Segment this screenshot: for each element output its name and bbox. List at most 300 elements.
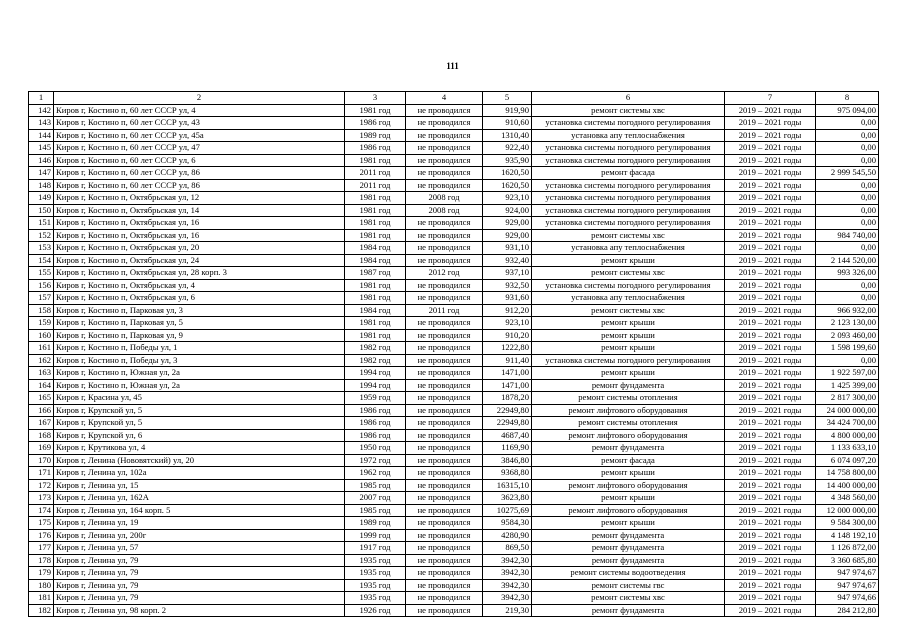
table-row bbox=[29, 217, 879, 230]
commissioning-year-cell: 1981 год bbox=[345, 292, 406, 305]
cost-cell: 1 126 872,00 bbox=[816, 542, 879, 555]
commissioning-year-cell: 1985 год bbox=[345, 479, 406, 492]
period-cell: 2019 – 2021 годы bbox=[725, 354, 816, 367]
cost-cell: 12 000 000,00 bbox=[816, 504, 879, 517]
column-header: 6 bbox=[532, 92, 725, 105]
address-cell: Киров г, Костино п, 60 лет СССР ул, 47 bbox=[54, 142, 345, 155]
row-number-cell: 167 bbox=[29, 417, 54, 430]
last-repair-cell: не проводился bbox=[406, 454, 483, 467]
table-row bbox=[29, 592, 879, 605]
commissioning-year-cell: 2011 год bbox=[345, 179, 406, 192]
table-row bbox=[29, 342, 879, 355]
table-row bbox=[29, 317, 879, 330]
last-repair-cell: не проводился bbox=[406, 467, 483, 480]
area-cell: 22949,80 bbox=[483, 404, 532, 417]
address-cell: Киров г, Ленина ул, 57 bbox=[54, 542, 345, 555]
last-repair-cell: не проводился bbox=[406, 292, 483, 305]
table-row bbox=[29, 517, 879, 530]
cost-cell: 2 999 545,50 bbox=[816, 167, 879, 180]
last-repair-cell: не проводился bbox=[406, 392, 483, 405]
address-cell: Киров г, Ленина ул, 79 bbox=[54, 567, 345, 580]
area-cell: 1310,40 bbox=[483, 129, 532, 142]
period-cell: 2019 – 2021 годы bbox=[725, 267, 816, 280]
work-type-cell: ремонт лифтового оборудования bbox=[532, 404, 725, 417]
period-cell: 2019 – 2021 годы bbox=[725, 579, 816, 592]
last-repair-cell: не проводился bbox=[406, 442, 483, 455]
work-type-cell: ремонт системы хвс bbox=[532, 304, 725, 317]
period-cell: 2019 – 2021 годы bbox=[725, 454, 816, 467]
row-number-cell: 182 bbox=[29, 604, 54, 617]
commissioning-year-cell: 1935 год bbox=[345, 554, 406, 567]
row-number-cell: 151 bbox=[29, 217, 54, 230]
address-cell: Киров г, Костино п, Октябрьская ул, 24 bbox=[54, 254, 345, 267]
period-cell: 2019 – 2021 годы bbox=[725, 167, 816, 180]
commissioning-year-cell: 1981 год bbox=[345, 229, 406, 242]
last-repair-cell: не проводился bbox=[406, 592, 483, 605]
work-type-cell: ремонт крыши bbox=[532, 517, 725, 530]
area-cell: 219,30 bbox=[483, 604, 532, 617]
cost-cell: 2 144 520,00 bbox=[816, 254, 879, 267]
area-cell: 932,50 bbox=[483, 279, 532, 292]
period-cell: 2019 – 2021 годы bbox=[725, 254, 816, 267]
period-cell: 2019 – 2021 годы bbox=[725, 429, 816, 442]
row-number-cell: 181 bbox=[29, 592, 54, 605]
area-cell: 3942,30 bbox=[483, 554, 532, 567]
cost-cell: 14 400 000,00 bbox=[816, 479, 879, 492]
work-type-cell: ремонт фундамента bbox=[532, 604, 725, 617]
work-type-cell: установка системы погодного регулирования bbox=[532, 117, 725, 130]
area-cell: 1620,50 bbox=[483, 179, 532, 192]
work-type-cell: ремонт крыши bbox=[532, 317, 725, 330]
area-cell: 3942,30 bbox=[483, 567, 532, 580]
work-type-cell: установка системы погодного регулирования bbox=[532, 204, 725, 217]
table-row bbox=[29, 154, 879, 167]
cost-cell: 9 584 300,00 bbox=[816, 517, 879, 530]
row-number-cell: 171 bbox=[29, 467, 54, 480]
row-number-cell: 168 bbox=[29, 429, 54, 442]
row-number-cell: 179 bbox=[29, 567, 54, 580]
table-row bbox=[29, 492, 879, 505]
table-row bbox=[29, 379, 879, 392]
cost-cell: 947 974,67 bbox=[816, 567, 879, 580]
page-number: 111 bbox=[446, 61, 459, 71]
address-cell: Киров г, Костино п, 60 лет СССР ул, 4 bbox=[54, 104, 345, 117]
period-cell: 2019 – 2021 годы bbox=[725, 479, 816, 492]
work-type-cell: ремонт крыши bbox=[532, 467, 725, 480]
last-repair-cell: не проводился bbox=[406, 329, 483, 342]
address-cell: Киров г, Костино п, Победы ул, 3 bbox=[54, 354, 345, 367]
last-repair-cell: 2011 год bbox=[406, 304, 483, 317]
last-repair-cell: не проводился bbox=[406, 492, 483, 505]
area-cell: 931,10 bbox=[483, 242, 532, 255]
area-cell: 3942,30 bbox=[483, 579, 532, 592]
table-row bbox=[29, 104, 879, 117]
address-cell: Киров г, Ленина ул, 98 корп. 2 bbox=[54, 604, 345, 617]
cost-cell: 1 598 199,60 bbox=[816, 342, 879, 355]
last-repair-cell: не проводился bbox=[406, 379, 483, 392]
address-cell: Киров г, Костино п, Победы ул, 1 bbox=[54, 342, 345, 355]
table-row bbox=[29, 354, 879, 367]
commissioning-year-cell: 1981 год bbox=[345, 204, 406, 217]
last-repair-cell: не проводился bbox=[406, 517, 483, 530]
work-type-cell: ремонт крыши bbox=[532, 329, 725, 342]
last-repair-cell: не проводился bbox=[406, 504, 483, 517]
cost-cell: 284 212,80 bbox=[816, 604, 879, 617]
period-cell: 2019 – 2021 годы bbox=[725, 554, 816, 567]
column-header: 3 bbox=[345, 92, 406, 105]
work-type-cell: ремонт фасада bbox=[532, 167, 725, 180]
address-cell: Киров г, Костино п, 60 лет СССР ул, 45а bbox=[54, 129, 345, 142]
cost-cell: 0,00 bbox=[816, 354, 879, 367]
period-cell: 2019 – 2021 годы bbox=[725, 242, 816, 255]
last-repair-cell: не проводился bbox=[406, 417, 483, 430]
work-type-cell: установка системы погодного регулирования bbox=[532, 192, 725, 205]
table-row bbox=[29, 367, 879, 380]
row-number-cell: 144 bbox=[29, 129, 54, 142]
address-cell: Киров г, Костино п, Парковая ул, 3 bbox=[54, 304, 345, 317]
table-row bbox=[29, 117, 879, 130]
cost-cell: 34 424 700,00 bbox=[816, 417, 879, 430]
table-row bbox=[29, 554, 879, 567]
period-cell: 2019 – 2021 годы bbox=[725, 329, 816, 342]
table-row bbox=[29, 604, 879, 617]
last-repair-cell: не проводился bbox=[406, 279, 483, 292]
work-type-cell: ремонт фундамента bbox=[532, 554, 725, 567]
address-cell: Киров г, Костино п, 60 лет СССР ул, 43 bbox=[54, 117, 345, 130]
period-cell: 2019 – 2021 годы bbox=[725, 542, 816, 555]
area-cell: 869,50 bbox=[483, 542, 532, 555]
address-cell: Киров г, Крупской ул, 5 bbox=[54, 404, 345, 417]
column-number-row bbox=[29, 92, 879, 105]
work-type-cell: ремонт фундамента bbox=[532, 442, 725, 455]
last-repair-cell: не проводился bbox=[406, 604, 483, 617]
area-cell: 1169,90 bbox=[483, 442, 532, 455]
address-cell: Киров г, Крупской ул, 5 bbox=[54, 417, 345, 430]
column-header: 7 bbox=[725, 92, 816, 105]
last-repair-cell: не проводился bbox=[406, 542, 483, 555]
commissioning-year-cell: 1935 год bbox=[345, 579, 406, 592]
row-number-cell: 157 bbox=[29, 292, 54, 305]
address-cell: Киров г, Костино п, Южная ул, 2а bbox=[54, 379, 345, 392]
area-cell: 3623,80 bbox=[483, 492, 532, 505]
work-type-cell: установка системы погодного регулирования bbox=[532, 179, 725, 192]
address-cell: Киров г, Костино п, Южная ул, 2а bbox=[54, 367, 345, 380]
work-type-cell: установка системы погодного регулирования bbox=[532, 142, 725, 155]
area-cell: 919,90 bbox=[483, 104, 532, 117]
last-repair-cell: не проводился bbox=[406, 354, 483, 367]
row-number-cell: 178 bbox=[29, 554, 54, 567]
last-repair-cell: не проводился bbox=[406, 479, 483, 492]
area-cell: 937,10 bbox=[483, 267, 532, 280]
row-number-cell: 162 bbox=[29, 354, 54, 367]
area-cell: 929,00 bbox=[483, 229, 532, 242]
cost-cell: 4 800 000,00 bbox=[816, 429, 879, 442]
cost-cell: 993 326,00 bbox=[816, 267, 879, 280]
commissioning-year-cell: 1981 год bbox=[345, 104, 406, 117]
cost-cell: 2 123 130,00 bbox=[816, 317, 879, 330]
row-number-cell: 145 bbox=[29, 142, 54, 155]
row-number-cell: 180 bbox=[29, 579, 54, 592]
commissioning-year-cell: 1981 год bbox=[345, 154, 406, 167]
table-row bbox=[29, 192, 879, 205]
cost-cell: 1 133 633,10 bbox=[816, 442, 879, 455]
area-cell: 912,20 bbox=[483, 304, 532, 317]
cost-cell: 0,00 bbox=[816, 179, 879, 192]
commissioning-year-cell: 1984 год bbox=[345, 304, 406, 317]
cost-cell: 975 094,00 bbox=[816, 104, 879, 117]
work-type-cell: ремонт системы гвс bbox=[532, 579, 725, 592]
work-type-cell: установка системы погодного регулирования bbox=[532, 154, 725, 167]
address-cell: Киров г, Ленина ул, 19 bbox=[54, 517, 345, 530]
last-repair-cell: не проводился bbox=[406, 104, 483, 117]
work-type-cell: ремонт лифтового оборудования bbox=[532, 504, 725, 517]
commissioning-year-cell: 1981 год bbox=[345, 192, 406, 205]
last-repair-cell: не проводился bbox=[406, 567, 483, 580]
last-repair-cell: не проводился bbox=[406, 167, 483, 180]
commissioning-year-cell: 1981 год bbox=[345, 217, 406, 230]
address-cell: Киров г, Костино п, Парковая ул, 5 bbox=[54, 317, 345, 330]
commissioning-year-cell: 1981 год bbox=[345, 279, 406, 292]
column-header: 1 bbox=[29, 92, 54, 105]
period-cell: 2019 – 2021 годы bbox=[725, 204, 816, 217]
last-repair-cell: не проводился bbox=[406, 254, 483, 267]
commissioning-year-cell: 1986 год bbox=[345, 142, 406, 155]
work-type-cell: ремонт фасада bbox=[532, 454, 725, 467]
table-row bbox=[29, 392, 879, 405]
work-type-cell: установка системы погодного регулирования bbox=[532, 217, 725, 230]
period-cell: 2019 – 2021 годы bbox=[725, 179, 816, 192]
commissioning-year-cell: 1984 год bbox=[345, 242, 406, 255]
address-cell: Киров г, Ленина ул, 200г bbox=[54, 529, 345, 542]
address-cell: Киров г, Ленина ул, 79 bbox=[54, 579, 345, 592]
period-cell: 2019 – 2021 годы bbox=[725, 117, 816, 130]
area-cell: 3942,30 bbox=[483, 592, 532, 605]
work-type-cell: ремонт крыши bbox=[532, 254, 725, 267]
cost-cell: 0,00 bbox=[816, 129, 879, 142]
period-cell: 2019 – 2021 годы bbox=[725, 367, 816, 380]
table-row bbox=[29, 542, 879, 555]
commissioning-year-cell: 1982 год bbox=[345, 354, 406, 367]
row-number-cell: 159 bbox=[29, 317, 54, 330]
period-cell: 2019 – 2021 годы bbox=[725, 142, 816, 155]
cost-cell: 1 425 399,00 bbox=[816, 379, 879, 392]
work-type-cell: ремонт крыши bbox=[532, 342, 725, 355]
commissioning-year-cell: 1984 год bbox=[345, 254, 406, 267]
row-number-cell: 173 bbox=[29, 492, 54, 505]
table-row bbox=[29, 454, 879, 467]
period-cell: 2019 – 2021 годы bbox=[725, 492, 816, 505]
work-type-cell: ремонт системы хвс bbox=[532, 592, 725, 605]
table-row bbox=[29, 479, 879, 492]
row-number-cell: 153 bbox=[29, 242, 54, 255]
area-cell: 22949,80 bbox=[483, 417, 532, 430]
commissioning-year-cell: 1986 год bbox=[345, 429, 406, 442]
last-repair-cell: не проводился bbox=[406, 142, 483, 155]
cost-cell: 984 740,00 bbox=[816, 229, 879, 242]
area-cell: 910,60 bbox=[483, 117, 532, 130]
cost-cell: 4 348 560,00 bbox=[816, 492, 879, 505]
last-repair-cell: не проводился bbox=[406, 429, 483, 442]
period-cell: 2019 – 2021 годы bbox=[725, 567, 816, 580]
row-number-cell: 149 bbox=[29, 192, 54, 205]
commissioning-year-cell: 1987 год bbox=[345, 267, 406, 280]
row-number-cell: 142 bbox=[29, 104, 54, 117]
table-row bbox=[29, 167, 879, 180]
work-type-cell: ремонт фундамента bbox=[532, 379, 725, 392]
period-cell: 2019 – 2021 годы bbox=[725, 342, 816, 355]
last-repair-cell: не проводился bbox=[406, 117, 483, 130]
table-row bbox=[29, 504, 879, 517]
work-type-cell: установка апу теплоснабжения bbox=[532, 242, 725, 255]
cost-cell: 0,00 bbox=[816, 204, 879, 217]
area-cell: 1222,80 bbox=[483, 342, 532, 355]
row-number-cell: 166 bbox=[29, 404, 54, 417]
table-row bbox=[29, 179, 879, 192]
work-type-cell: установка апу теплоснабжения bbox=[532, 292, 725, 305]
address-cell: Киров г, Костино п, Октябрьская ул, 4 bbox=[54, 279, 345, 292]
row-number-cell: 143 bbox=[29, 117, 54, 130]
cost-cell: 1 922 597,00 bbox=[816, 367, 879, 380]
table-row bbox=[29, 304, 879, 317]
period-cell: 2019 – 2021 годы bbox=[725, 304, 816, 317]
area-cell: 929,00 bbox=[483, 217, 532, 230]
period-cell: 2019 – 2021 годы bbox=[725, 154, 816, 167]
work-type-cell: установка системы погодного регулирования bbox=[532, 279, 725, 292]
table-row bbox=[29, 404, 879, 417]
cost-cell: 14 758 800,00 bbox=[816, 467, 879, 480]
period-cell: 2019 – 2021 годы bbox=[725, 504, 816, 517]
table-row bbox=[29, 292, 879, 305]
period-cell: 2019 – 2021 годы bbox=[725, 467, 816, 480]
address-cell: Киров г, Ленина ул, 79 bbox=[54, 554, 345, 567]
table-row bbox=[29, 254, 879, 267]
work-type-cell: ремонт лифтового оборудования bbox=[532, 429, 725, 442]
last-repair-cell: не проводился bbox=[406, 154, 483, 167]
last-repair-cell: не проводился bbox=[406, 179, 483, 192]
last-repair-cell: не проводился bbox=[406, 242, 483, 255]
address-cell: Киров г, Костино п, 60 лет СССР ул, 86 bbox=[54, 167, 345, 180]
table-body bbox=[29, 104, 879, 617]
area-cell: 1878,20 bbox=[483, 392, 532, 405]
cost-cell: 0,00 bbox=[816, 279, 879, 292]
row-number-cell: 174 bbox=[29, 504, 54, 517]
commissioning-year-cell: 1935 год bbox=[345, 567, 406, 580]
commissioning-year-cell: 2011 год bbox=[345, 167, 406, 180]
period-cell: 2019 – 2021 годы bbox=[725, 317, 816, 330]
commissioning-year-cell: 1986 год bbox=[345, 404, 406, 417]
address-cell: Киров г, Ленина ул, 164 корп. 5 bbox=[54, 504, 345, 517]
area-cell: 16315,10 bbox=[483, 479, 532, 492]
work-type-cell: ремонт системы хвс bbox=[532, 104, 725, 117]
work-type-cell: ремонт крыши bbox=[532, 492, 725, 505]
last-repair-cell: не проводился bbox=[406, 317, 483, 330]
commissioning-year-cell: 1994 год bbox=[345, 367, 406, 380]
row-number-cell: 155 bbox=[29, 267, 54, 280]
commissioning-year-cell: 1926 год bbox=[345, 604, 406, 617]
table-row bbox=[29, 204, 879, 217]
area-cell: 911,40 bbox=[483, 354, 532, 367]
period-cell: 2019 – 2021 годы bbox=[725, 129, 816, 142]
period-cell: 2019 – 2021 годы bbox=[725, 292, 816, 305]
commissioning-year-cell: 1989 год bbox=[345, 129, 406, 142]
address-cell: Киров г, Костино п, 60 лет СССР ул, 6 bbox=[54, 154, 345, 167]
commissioning-year-cell: 1989 год bbox=[345, 517, 406, 530]
area-cell: 910,20 bbox=[483, 329, 532, 342]
cost-cell: 0,00 bbox=[816, 117, 879, 130]
row-number-cell: 175 bbox=[29, 517, 54, 530]
commissioning-year-cell: 1962 год bbox=[345, 467, 406, 480]
address-cell: Киров г, Ленина ул, 79 bbox=[54, 592, 345, 605]
area-cell: 4687,40 bbox=[483, 429, 532, 442]
area-cell: 931,60 bbox=[483, 292, 532, 305]
table-row bbox=[29, 579, 879, 592]
address-cell: Киров г, Костино п, Октябрьская ул, 28 корп. 3 bbox=[54, 267, 345, 280]
period-cell: 2019 – 2021 годы bbox=[725, 529, 816, 542]
period-cell: 2019 – 2021 годы bbox=[725, 517, 816, 530]
commissioning-year-cell: 1935 год bbox=[345, 592, 406, 605]
last-repair-cell: не проводился bbox=[406, 342, 483, 355]
commissioning-year-cell: 1986 год bbox=[345, 117, 406, 130]
work-type-cell: ремонт системы водоотведения bbox=[532, 567, 725, 580]
column-header: 4 bbox=[406, 92, 483, 105]
address-cell: Киров г, Костино п, Октябрьская ул, 16 bbox=[54, 229, 345, 242]
address-cell: Киров г, Костино п, Парковая ул, 9 bbox=[54, 329, 345, 342]
last-repair-cell: 2008 год bbox=[406, 192, 483, 205]
column-header: 2 bbox=[54, 92, 345, 105]
area-cell: 9584,30 bbox=[483, 517, 532, 530]
table-row bbox=[29, 467, 879, 480]
area-cell: 935,90 bbox=[483, 154, 532, 167]
row-number-cell: 164 bbox=[29, 379, 54, 392]
column-header: 8 bbox=[816, 92, 879, 105]
address-cell: Киров г, Костино п, Октябрьская ул, 6 bbox=[54, 292, 345, 305]
commissioning-year-cell: 1981 год bbox=[345, 317, 406, 330]
last-repair-cell: не проводился bbox=[406, 554, 483, 567]
area-cell: 1620,50 bbox=[483, 167, 532, 180]
area-cell: 932,40 bbox=[483, 254, 532, 267]
last-repair-cell: не проводился bbox=[406, 229, 483, 242]
area-cell: 922,40 bbox=[483, 142, 532, 155]
period-cell: 2019 – 2021 годы bbox=[725, 417, 816, 430]
period-cell: 2019 – 2021 годы bbox=[725, 192, 816, 205]
row-number-cell: 158 bbox=[29, 304, 54, 317]
area-cell: 3846,80 bbox=[483, 454, 532, 467]
row-number-cell: 169 bbox=[29, 442, 54, 455]
work-type-cell: ремонт системы хвс bbox=[532, 229, 725, 242]
cost-cell: 24 000 000,00 bbox=[816, 404, 879, 417]
row-number-cell: 170 bbox=[29, 454, 54, 467]
address-cell: Киров г, Ленина ул, 102а bbox=[54, 467, 345, 480]
cost-cell: 0,00 bbox=[816, 217, 879, 230]
table-row bbox=[29, 129, 879, 142]
commissioning-year-cell: 1982 год bbox=[345, 342, 406, 355]
cost-cell: 2 093 460,00 bbox=[816, 329, 879, 342]
cost-cell: 947 974,67 bbox=[816, 579, 879, 592]
address-cell: Киров г, Красина ул, 45 bbox=[54, 392, 345, 405]
address-cell: Киров г, Костино п, Октябрьская ул, 20 bbox=[54, 242, 345, 255]
cost-cell: 4 148 192,10 bbox=[816, 529, 879, 542]
cost-cell: 0,00 bbox=[816, 154, 879, 167]
cost-cell: 966 932,00 bbox=[816, 304, 879, 317]
address-cell: Киров г, Костино п, Октябрьская ул, 16 bbox=[54, 217, 345, 230]
address-cell: Киров г, Ленина (Нововятский) ул, 20 bbox=[54, 454, 345, 467]
commissioning-year-cell: 1999 год bbox=[345, 529, 406, 542]
area-cell: 923,10 bbox=[483, 317, 532, 330]
period-cell: 2019 – 2021 годы bbox=[725, 379, 816, 392]
period-cell: 2019 – 2021 годы bbox=[725, 604, 816, 617]
cost-cell: 0,00 bbox=[816, 292, 879, 305]
table-row bbox=[29, 242, 879, 255]
